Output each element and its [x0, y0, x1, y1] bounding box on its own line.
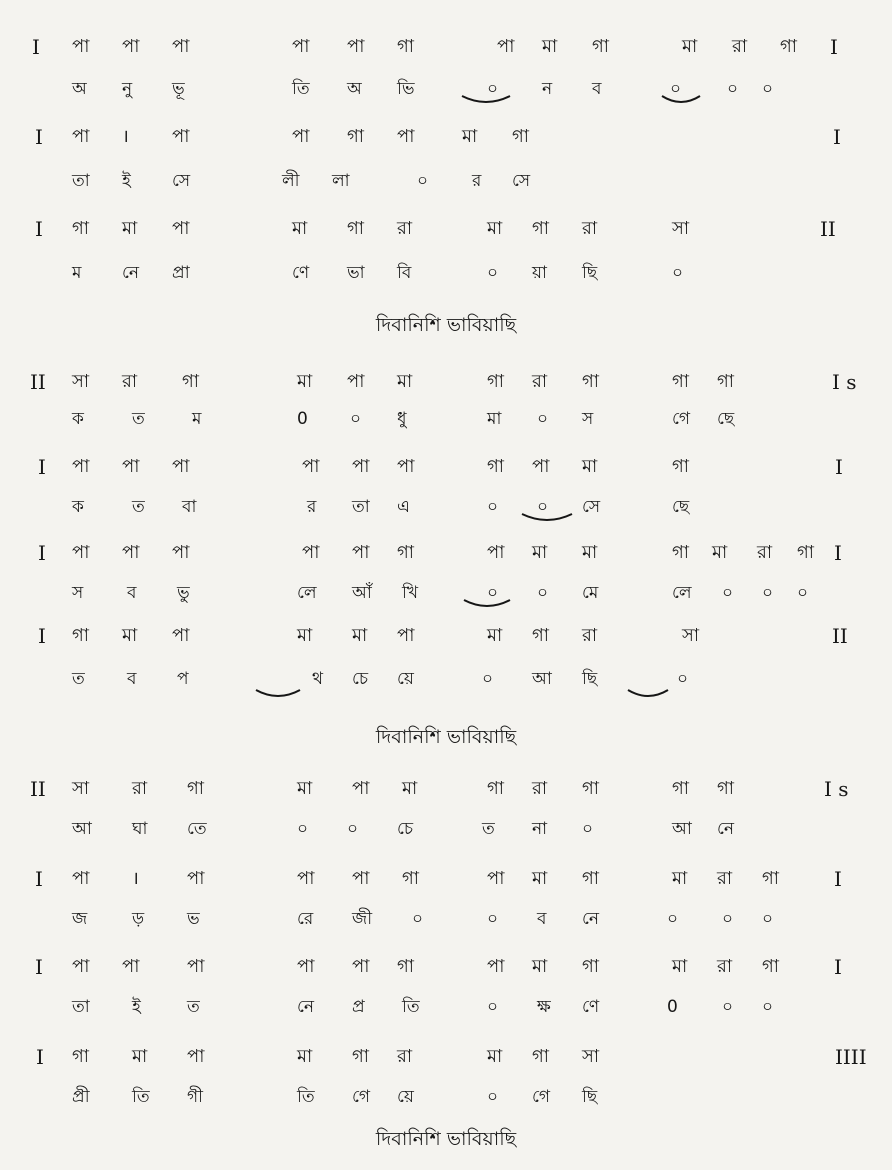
swara-note: গা — [672, 371, 690, 392]
lyric-syllable: আ — [532, 669, 552, 689]
lyrics-line — [0, 576, 892, 610]
swara-note: পা — [297, 868, 315, 889]
lyric-syllable: গী — [187, 1087, 204, 1107]
swara-note: পা — [302, 456, 320, 477]
bar-marker: I — [35, 217, 43, 241]
swara-note: মা — [672, 956, 688, 977]
swara-note: গা — [717, 778, 735, 799]
lyric-syllable: তে — [187, 819, 207, 839]
swara-note: গা — [487, 778, 505, 799]
lyric-syllable: ত — [482, 819, 495, 839]
swara-note: পা — [397, 625, 415, 646]
swara-note: গা — [780, 36, 798, 57]
lyric-syllable: গে — [532, 1087, 551, 1107]
swara-note: মা — [712, 542, 728, 563]
lyric-syllable: লে — [297, 583, 317, 603]
lyric-syllable: ০ — [762, 909, 774, 929]
lyric-syllable: ০ — [727, 79, 739, 99]
swara-note: পা — [172, 36, 190, 57]
swara-note: রা — [582, 625, 598, 646]
swara-note: পা — [122, 456, 140, 477]
swara-note: পা — [72, 126, 90, 147]
lyric-syllable: মে — [582, 583, 599, 603]
swara-note: মা — [487, 625, 503, 646]
swara-note: গা — [512, 126, 530, 147]
swara-note: মা — [532, 956, 548, 977]
lyric-syllable: সে — [582, 497, 601, 517]
lyrics-line — [0, 1080, 892, 1114]
lyric-syllable: ভু — [177, 583, 190, 603]
lyric-syllable: তি — [292, 79, 310, 99]
lyric-syllable: ০ — [537, 497, 549, 517]
lyrics-line — [0, 490, 892, 524]
swara-note: গা — [582, 778, 600, 799]
lyric-syllable: তা — [352, 497, 370, 517]
lyric-syllable: আ — [72, 819, 92, 839]
bar-marker: II — [30, 370, 46, 394]
lyrics-line — [0, 662, 892, 696]
swara-note: মা — [542, 36, 558, 57]
swara-note: মা — [297, 371, 313, 392]
lyric-syllable: 0 — [297, 409, 308, 429]
notation-line — [0, 1040, 892, 1074]
lyric-syllable: নে — [582, 909, 600, 929]
lyric-syllable: ব — [592, 79, 602, 99]
bar-marker: I — [834, 955, 842, 979]
lyric-syllable: জ — [72, 909, 88, 929]
swara-note: গা — [582, 956, 600, 977]
swara-note: পা — [487, 956, 505, 977]
swara-note: পা — [172, 542, 190, 563]
swara-note: মা — [292, 218, 308, 239]
swara-note: পা — [122, 542, 140, 563]
lyric-syllable: ভি — [397, 79, 415, 99]
swara-note: গা — [672, 456, 690, 477]
lyric-syllable: অ — [72, 79, 87, 99]
swara-note: পা — [292, 126, 310, 147]
notation-line — [0, 536, 892, 570]
lyric-syllable: তি — [297, 1087, 315, 1107]
swara-note: । — [122, 126, 129, 147]
lyric-syllable: ০ — [722, 909, 734, 929]
bar-marker: I — [38, 455, 46, 479]
lyric-syllable: ব — [537, 909, 547, 929]
lyric-syllable: তি — [402, 997, 420, 1017]
lyric-syllable: ঘা — [132, 819, 148, 839]
swara-note: পা — [352, 456, 370, 477]
swara-note: গা — [397, 542, 415, 563]
lyrics-line — [0, 402, 892, 436]
lyric-syllable: খি — [402, 583, 419, 603]
lyric-syllable: ০ — [487, 583, 499, 603]
swara-note: গা — [797, 542, 815, 563]
swara-note: গা — [592, 36, 610, 57]
lyric-syllable: ণে — [292, 263, 310, 283]
notation-line — [0, 950, 892, 984]
swara-note: পা — [72, 36, 90, 57]
lyric-syllable: ছি — [582, 669, 598, 689]
lyric-syllable: ক — [72, 409, 84, 429]
lyric-syllable: নু — [122, 79, 133, 99]
swara-note: পা — [352, 956, 370, 977]
lyric-syllable: তা — [72, 171, 90, 191]
lyric-syllable: ক — [72, 497, 84, 517]
lyric-syllable: 0 — [667, 997, 678, 1017]
swara-note: গা — [397, 956, 415, 977]
lyric-syllable: ই — [122, 171, 131, 191]
swara-note: গা — [672, 542, 690, 563]
lyric-syllable: ভ — [187, 909, 200, 929]
lyric-syllable: ০ — [487, 79, 499, 99]
lyric-syllable: ০ — [762, 997, 774, 1017]
swara-note: রা — [122, 371, 138, 392]
swara-note: গা — [582, 868, 600, 889]
lyric-syllable: ত — [132, 409, 145, 429]
swara-note: গা — [402, 868, 420, 889]
swara-note: রা — [532, 778, 548, 799]
lyric-syllable: ণে — [582, 997, 600, 1017]
lyric-syllable: থ — [312, 669, 324, 689]
lyric-syllable: না — [532, 819, 548, 839]
lyrics-line — [0, 902, 892, 936]
notation-line — [0, 772, 892, 806]
swara-note: পা — [187, 868, 205, 889]
swara-note: সা — [582, 1046, 600, 1067]
lyric-syllable: ০ — [350, 409, 362, 429]
swara-note: মা — [297, 625, 313, 646]
bar-marker: I — [32, 35, 40, 59]
lyric-syllable: জী — [352, 909, 373, 929]
lyric-syllable: র — [307, 497, 317, 517]
swara-note: মা — [672, 868, 688, 889]
swara-note: মা — [297, 1046, 313, 1067]
swara-note: পা — [122, 36, 140, 57]
swara-note: পা — [397, 456, 415, 477]
lyric-syllable: চে — [352, 669, 369, 689]
swara-note: পা — [532, 456, 550, 477]
swara-note: পা — [297, 956, 315, 977]
swara-note: মা — [532, 542, 548, 563]
lyric-syllable: ০ — [297, 819, 309, 839]
swara-note: রা — [717, 956, 733, 977]
swara-note: পা — [187, 1046, 205, 1067]
lyric-syllable: ০ — [482, 669, 494, 689]
swara-note: পা — [487, 542, 505, 563]
swara-note: পা — [497, 36, 515, 57]
lyric-syllable: ০ — [347, 819, 359, 839]
lyric-syllable: য়ে — [397, 669, 414, 689]
lyric-syllable: স — [72, 583, 84, 603]
swara-note: মা — [462, 126, 478, 147]
lyric-syllable: আ — [672, 819, 692, 839]
swara-note: মা — [582, 456, 598, 477]
swara-note: গা — [762, 868, 780, 889]
lyric-syllable: স — [582, 409, 594, 429]
swara-note: গা — [762, 956, 780, 977]
lyric-syllable: ছি — [582, 263, 598, 283]
refrain-caption: দিবানিশি ভাবিয়াছি — [375, 1128, 517, 1150]
swara-note: পা — [187, 956, 205, 977]
bar-marker: I — [35, 125, 43, 149]
swara-note: রা — [732, 36, 748, 57]
swara-note: । — [132, 868, 139, 889]
swara-note: পা — [352, 778, 370, 799]
swara-note: সা — [72, 778, 90, 799]
lyric-syllable: ০ — [487, 997, 499, 1017]
bar-marker: I — [833, 125, 841, 149]
bar-marker: IIII — [835, 1045, 867, 1069]
notation-line — [0, 120, 892, 154]
swara-note: পা — [172, 456, 190, 477]
swara-note: গা — [72, 218, 90, 239]
lyric-syllable: ছে — [717, 409, 735, 429]
lyric-syllable: ০ — [487, 497, 499, 517]
swara-note: মা — [122, 625, 138, 646]
lyric-syllable: রে — [297, 909, 314, 929]
lyric-syllable: ই — [132, 997, 141, 1017]
lyric-syllable: ম — [72, 263, 82, 283]
swara-note: রা — [717, 868, 733, 889]
lyric-syllable: অ — [347, 79, 362, 99]
lyric-syllable: ম — [192, 409, 202, 429]
lyric-syllable: নে — [122, 263, 140, 283]
bar-marker: II — [30, 777, 46, 801]
lyric-syllable: ০ — [722, 583, 734, 603]
lyric-syllable: লা — [332, 171, 350, 191]
lyric-syllable: প্রা — [172, 263, 190, 283]
bar-marker: I s — [832, 370, 857, 394]
swara-note: পা — [347, 371, 365, 392]
lyric-syllable: মা — [487, 409, 502, 429]
bar-marker: I — [830, 35, 838, 59]
swara-note: পা — [352, 542, 370, 563]
lyric-syllable: ০ — [412, 909, 424, 929]
swara-note: গা — [397, 36, 415, 57]
notation-line — [0, 30, 892, 64]
lyric-syllable: বা — [182, 497, 197, 517]
swara-note: মা — [402, 778, 418, 799]
lyric-syllable: তি — [132, 1087, 150, 1107]
swara-note: রা — [397, 218, 413, 239]
lyric-syllable: ০ — [672, 263, 684, 283]
lyric-syllable: ভূ — [172, 79, 185, 99]
bar-marker: I — [835, 455, 843, 479]
swara-note: রা — [757, 542, 773, 563]
lyric-syllable: লে — [672, 583, 692, 603]
swara-note: গা — [487, 371, 505, 392]
notation-line — [0, 862, 892, 896]
lyric-syllable: ব — [127, 669, 137, 689]
lyric-syllable: গে — [672, 409, 691, 429]
lyric-syllable: ত — [72, 669, 85, 689]
swara-note: পা — [352, 868, 370, 889]
swara-note: গা — [72, 625, 90, 646]
lyric-syllable: প্র — [352, 997, 365, 1017]
swara-note: মা — [132, 1046, 148, 1067]
lyric-syllable: ০ — [762, 583, 774, 603]
swara-note: পা — [72, 542, 90, 563]
refrain-caption: দিবানিশি ভাবিয়াছি — [375, 726, 517, 748]
swara-note: গা — [352, 1046, 370, 1067]
swara-note: মা — [352, 625, 368, 646]
swara-note: পা — [172, 126, 190, 147]
swara-note: গা — [347, 218, 365, 239]
swara-note: পা — [487, 868, 505, 889]
lyric-syllable: ছে — [672, 497, 690, 517]
swara-note: গা — [532, 625, 550, 646]
lyric-syllable: লী — [282, 171, 300, 191]
swara-note: গা — [532, 218, 550, 239]
lyric-syllable: ০ — [537, 583, 549, 603]
lyric-syllable: র — [472, 171, 482, 191]
lyric-syllable: চে — [397, 819, 414, 839]
swara-note: মা — [582, 542, 598, 563]
bar-marker: I — [38, 541, 46, 565]
swara-note: গা — [187, 778, 205, 799]
swara-note: রা — [132, 778, 148, 799]
lyric-syllable: প্রী — [72, 1087, 90, 1107]
lyric-syllable: ক্ষ — [537, 997, 551, 1017]
swara-note: সা — [672, 218, 690, 239]
bar-marker: I — [38, 624, 46, 648]
bar-marker: I — [35, 867, 43, 891]
lyric-syllable: য়ে — [397, 1087, 414, 1107]
swara-note: গা — [347, 126, 365, 147]
bar-marker: II — [820, 217, 836, 241]
swara-note: পা — [72, 868, 90, 889]
bar-marker: I — [834, 541, 842, 565]
lyric-syllable: ন — [542, 79, 553, 99]
lyrics-line — [0, 990, 892, 1024]
swara-note: গা — [582, 371, 600, 392]
swara-note: পা — [302, 542, 320, 563]
swara-note: রা — [532, 371, 548, 392]
swara-note: সা — [682, 625, 700, 646]
swara-note: পা — [347, 36, 365, 57]
bar-marker: I — [36, 1045, 44, 1069]
swara-note: গা — [487, 456, 505, 477]
lyric-syllable: ড় — [132, 909, 145, 929]
swara-note: পা — [122, 956, 140, 977]
lyric-syllable: ০ — [722, 997, 734, 1017]
lyric-syllable: ত — [132, 497, 145, 517]
swara-note: মা — [532, 868, 548, 889]
lyric-syllable: ছি — [582, 1087, 598, 1107]
swara-note: মা — [487, 218, 503, 239]
lyric-syllable: সে — [172, 171, 191, 191]
lyrics-line — [0, 812, 892, 846]
lyric-syllable: সে — [512, 171, 531, 191]
lyric-syllable: ভা — [347, 263, 365, 283]
lyric-syllable: প — [177, 669, 189, 689]
swara-note: মা — [682, 36, 698, 57]
lyric-syllable: নে — [297, 997, 315, 1017]
lyric-syllable: ০ — [797, 583, 809, 603]
swara-note: পা — [172, 625, 190, 646]
lyric-syllable: এ — [397, 497, 410, 517]
swara-note: মা — [297, 778, 313, 799]
lyric-syllable: ব — [127, 583, 137, 603]
lyric-syllable: য়া — [532, 263, 547, 283]
lyric-syllable: ০ — [762, 79, 774, 99]
lyric-syllable: ০ — [487, 263, 499, 283]
bar-marker: I — [35, 955, 43, 979]
swara-note: গা — [672, 778, 690, 799]
lyric-syllable: ০ — [487, 1087, 499, 1107]
swara-note: পা — [172, 218, 190, 239]
lyric-syllable: আঁ — [352, 583, 372, 603]
lyrics-line — [0, 256, 892, 290]
notation-line — [0, 619, 892, 653]
swara-note: মা — [487, 1046, 503, 1067]
bar-marker: II — [832, 624, 848, 648]
lyric-syllable: ০ — [677, 669, 689, 689]
notation-line — [0, 212, 892, 246]
lyric-syllable: ত — [187, 997, 200, 1017]
swara-note: সা — [72, 371, 90, 392]
lyric-syllable: নে — [717, 819, 735, 839]
lyric-syllable: ০ — [417, 171, 429, 191]
lyric-syllable: ধু — [397, 409, 407, 429]
lyric-syllable: তা — [72, 997, 90, 1017]
swara-note: মা — [397, 371, 413, 392]
lyric-syllable: ০ — [582, 819, 594, 839]
lyric-syllable: ০ — [667, 909, 679, 929]
lyrics-line — [0, 164, 892, 198]
lyric-syllable: গে — [352, 1087, 371, 1107]
swara-note: গা — [532, 1046, 550, 1067]
lyric-syllable: ০ — [537, 409, 549, 429]
lyric-syllable: ০ — [670, 79, 682, 99]
swara-note: পা — [72, 456, 90, 477]
notation-line — [0, 365, 892, 399]
swara-note: রা — [582, 218, 598, 239]
swara-note: রা — [397, 1046, 413, 1067]
lyric-syllable: ০ — [487, 909, 499, 929]
bar-marker: I — [834, 867, 842, 891]
lyric-syllable: বি — [397, 263, 412, 283]
swara-note: পা — [72, 956, 90, 977]
swara-note: গা — [717, 371, 735, 392]
swara-note: পা — [292, 36, 310, 57]
swara-note: গা — [182, 371, 200, 392]
swara-note: পা — [397, 126, 415, 147]
swara-note: গা — [72, 1046, 90, 1067]
notation-line — [0, 450, 892, 484]
lyrics-line — [0, 72, 892, 106]
swara-note: মা — [122, 218, 138, 239]
bar-marker: I s — [824, 777, 849, 801]
refrain-caption: দিবানিশি ভাবিয়াছি — [375, 314, 517, 336]
